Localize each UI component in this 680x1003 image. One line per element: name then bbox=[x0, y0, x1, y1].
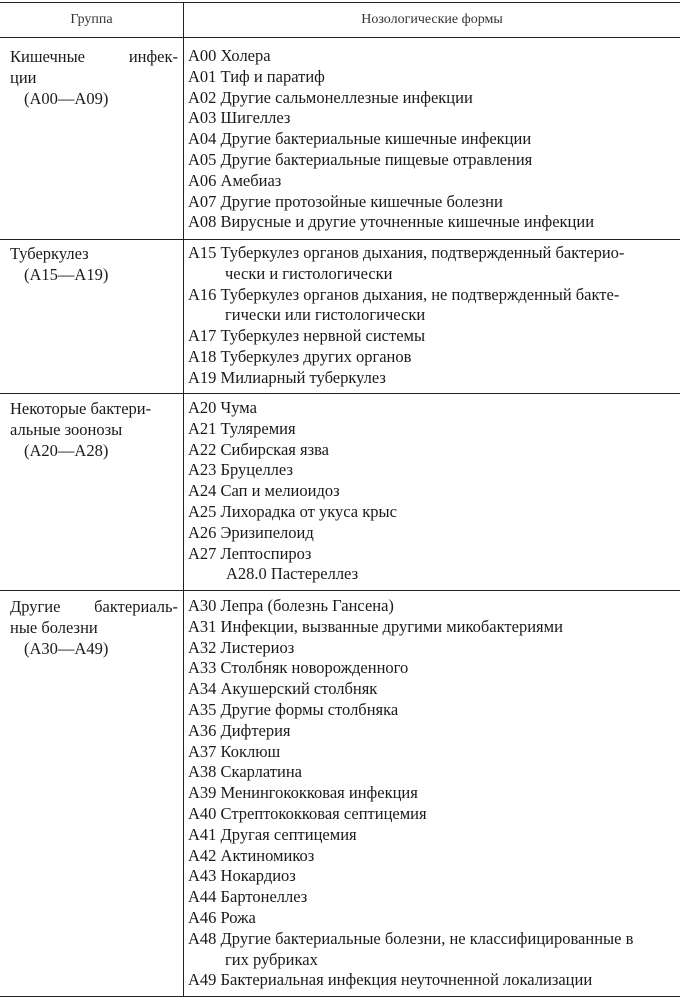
list-item: A42 Актиномикоз bbox=[188, 845, 315, 865]
list-item-continuation: чески и гистологически bbox=[225, 263, 393, 283]
list-item: A17 Туберкулез нервной системы bbox=[188, 326, 426, 346]
list-item: A33 Столбняк новорожденного bbox=[188, 658, 409, 678]
list-item: A01 Тиф и паратиф bbox=[188, 66, 325, 86]
list-item: A05 Другие бактериальные пищевые отравления bbox=[188, 149, 533, 169]
forms-cell-intestinal bbox=[188, 46, 680, 233]
section-divider bbox=[0, 239, 680, 240]
forms-cell-tuberculosis bbox=[188, 243, 680, 389]
list-item: A48 Другие бактериальные болезни, не классифицированные в bbox=[188, 928, 634, 948]
header-group-column: Группа bbox=[70, 12, 113, 27]
list-item: A23 Бруцеллез bbox=[188, 460, 293, 480]
header-forms-column: Нозологические формы bbox=[361, 12, 503, 27]
list-item: A15 Туберкулез органов дыхания, подтвержденный бактерио- bbox=[188, 243, 625, 262]
list-item: A34 Акушерский столбняк bbox=[188, 679, 378, 699]
group-code: (A30—A49) bbox=[24, 639, 109, 658]
group-cell-zoonoses bbox=[10, 398, 178, 461]
list-item-continuation: гих рубриках bbox=[225, 949, 318, 969]
list-item: A03 Шигеллез bbox=[188, 108, 291, 128]
list-item: A43 Нокардиоз bbox=[188, 866, 296, 886]
list-item: A32 Листериоз bbox=[188, 637, 295, 657]
list-item: A38 Скарлатина bbox=[188, 762, 302, 782]
list-item: A25 Лихорадка от укуса крыс bbox=[188, 501, 397, 521]
list-item: A35 Другие формы столбняка bbox=[188, 699, 399, 719]
list-item: A49 Бактериальная инфекция неуточненной локализации bbox=[188, 970, 593, 990]
list-item: A07 Другие протозойные кишечные болезни bbox=[188, 191, 503, 211]
list-item: A24 Сап и мелиоидоз bbox=[188, 481, 340, 501]
list-item: A44 Бартонеллез bbox=[188, 887, 308, 907]
list-item-continuation: гически или гистологически bbox=[225, 305, 426, 325]
group-code: (A20—A28) bbox=[24, 441, 109, 460]
list-item: A00 Холера bbox=[188, 46, 271, 65]
forms-cell-zoonoses bbox=[188, 398, 680, 585]
list-item: A36 Дифтерия bbox=[188, 720, 291, 740]
list-item: A04 Другие бактериальные кишечные инфекции bbox=[188, 129, 532, 149]
list-item: A19 Милиарный туберкулез bbox=[188, 367, 386, 387]
group-line: ции bbox=[10, 68, 37, 87]
group-line: Другие бактериаль- bbox=[10, 597, 178, 616]
group-line: ные болезни bbox=[10, 618, 98, 637]
list-subitem: A28.0 Пастереллез bbox=[226, 564, 359, 584]
table-header-rule bbox=[0, 37, 680, 38]
table-bottom-rule bbox=[0, 996, 680, 997]
group-line: Некоторые бактери- bbox=[10, 399, 152, 418]
list-item: A06 Амебиаз bbox=[188, 170, 282, 190]
section-divider bbox=[0, 590, 680, 591]
group-line: Кишечные инфек- bbox=[10, 47, 178, 66]
forms-cell-other-bacterial bbox=[188, 596, 680, 991]
group-code: (A15—A19) bbox=[24, 265, 109, 284]
list-item: A22 Сибирская язва bbox=[188, 439, 329, 459]
list-item: A20 Чума bbox=[188, 398, 257, 417]
list-item: A31 Инфекции, вызванные другими микобактериями bbox=[188, 616, 563, 636]
group-line: Туберкулез bbox=[10, 244, 89, 263]
list-item: A39 Менингококковая инфекция bbox=[188, 783, 418, 803]
section-divider bbox=[0, 393, 680, 394]
list-item: A02 Другие сальмонеллезные инфекции bbox=[188, 87, 473, 107]
list-item: A27 Лептоспироз bbox=[188, 543, 312, 563]
group-line: альные зоонозы bbox=[10, 420, 123, 439]
list-item: A21 Туляремия bbox=[188, 418, 296, 438]
group-cell-tuberculosis bbox=[10, 243, 178, 285]
list-item: A46 Рожа bbox=[188, 907, 256, 927]
list-item: A30 Лепра (болезнь Гансена) bbox=[188, 596, 394, 615]
list-item: A41 Другая септицемия bbox=[188, 824, 357, 844]
list-item: A37 Коклюш bbox=[188, 741, 281, 761]
list-item: A16 Туберкулез органов дыхания, не подтвержденный бакте- bbox=[188, 284, 620, 304]
column-divider bbox=[183, 2, 184, 996]
group-cell-other-bacterial bbox=[10, 596, 178, 659]
list-item: A18 Туберкулез других органов bbox=[188, 346, 412, 366]
list-item: A26 Эризипелоид bbox=[188, 522, 314, 542]
list-item: A40 Стрептококковая септицемия bbox=[188, 803, 427, 823]
list-item: A08 Вирусные и другие уточненные кишечные инфекции bbox=[188, 212, 595, 232]
group-code: (A00—A09) bbox=[24, 89, 109, 108]
group-cell-intestinal bbox=[10, 46, 178, 109]
